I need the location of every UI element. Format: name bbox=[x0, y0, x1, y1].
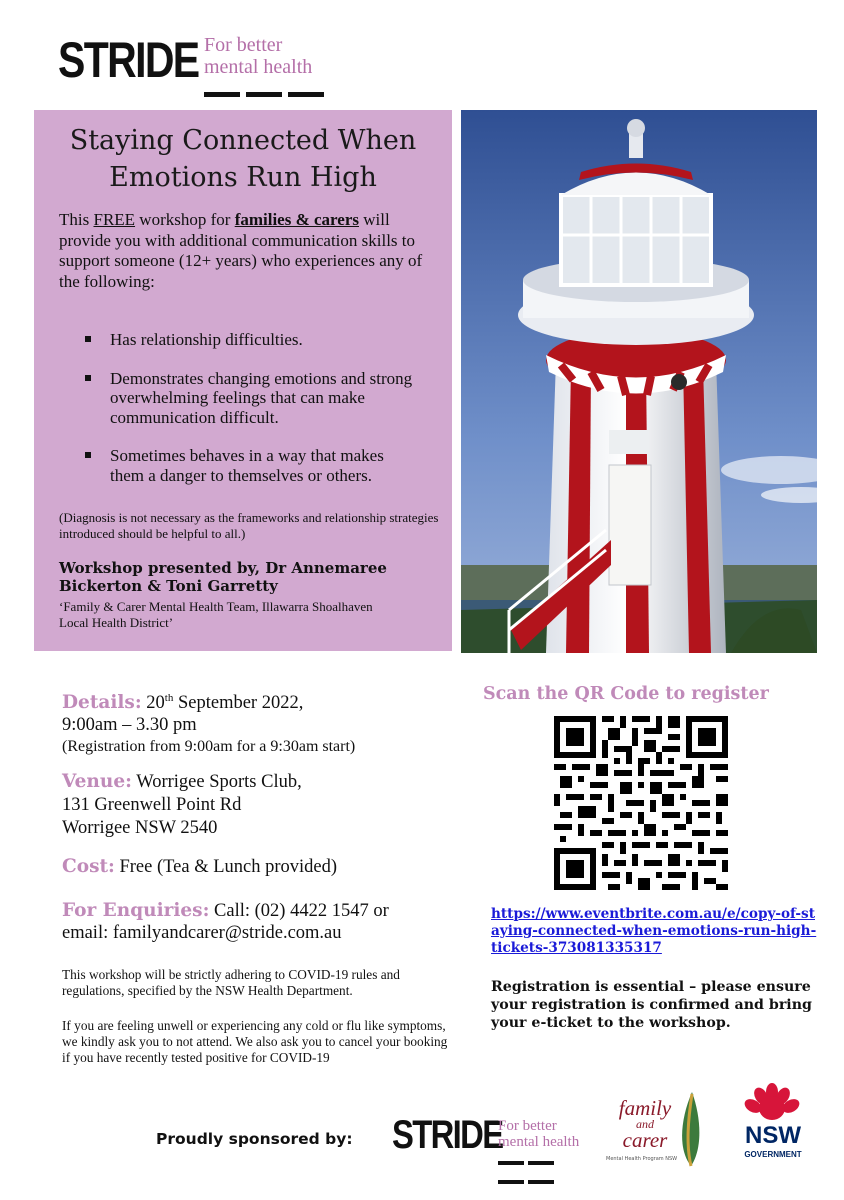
enquiries-label: For Enquiries: bbox=[62, 900, 210, 921]
cost-section: Cost: Free (Tea & Lunch provided) bbox=[62, 856, 338, 877]
fc-line2: and bbox=[636, 1117, 654, 1131]
details-label: Details: bbox=[62, 692, 142, 714]
families-emphasis: families & carers bbox=[234, 210, 359, 229]
qr-code[interactable] bbox=[554, 716, 728, 890]
tagline-line2: mental health bbox=[204, 56, 313, 78]
lighthouse-photo bbox=[461, 110, 817, 653]
covid-note: This workshop will be strictly adhering to COVID-19 rules and regulations, specified by the NSW Health Department. bbox=[62, 967, 400, 998]
stride-logo-tagline bbox=[204, 34, 312, 78]
leaf-icon bbox=[676, 1090, 706, 1168]
stride-logo bbox=[58, 28, 338, 92]
cost-label: Cost: bbox=[62, 856, 115, 877]
enquiries-section: For Enquiries: Call: (02) 4422 1547 or email: familyandcarer@stride.com.au bbox=[62, 900, 482, 944]
venue-label: Venue: bbox=[62, 771, 132, 792]
presenter-credit: Workshop presented by, Dr Annemaree Bickerton & Toni Garretty bbox=[59, 559, 387, 595]
info-panel bbox=[34, 110, 452, 651]
bullet-square-icon bbox=[85, 375, 91, 381]
registration-notice: Registration is essential – please ensure your registration is confirmed and bring your e-ticket to the workshop. bbox=[491, 979, 812, 1031]
venue-section: Venue: Worrigee Sports Club, 131 Greenwell Point Rd Worrigee NSW 2540 bbox=[62, 771, 302, 838]
team-credit: ‘Family & Carer Mental Health Team, Illawarra Shoalhaven Local Health District’ bbox=[59, 599, 373, 630]
family-and-carer-logo bbox=[598, 1090, 718, 1170]
bullet-square-icon bbox=[85, 336, 91, 342]
stride-logo-word: STRIDE bbox=[58, 32, 199, 88]
stride-logo-footer bbox=[392, 1110, 582, 1160]
sponsored-by-label: Proudly sponsored by: bbox=[156, 1130, 353, 1148]
bullet-square-icon bbox=[85, 452, 91, 458]
nsw-word: NSW bbox=[745, 1122, 801, 1149]
fc-small-text: Mental Health Program NSW bbox=[606, 1156, 678, 1162]
list-item: Sometimes behaves in a way that makes them a danger to themselves or others. bbox=[82, 446, 422, 485]
free-emphasis: FREE bbox=[93, 210, 136, 229]
nsw-government-logo bbox=[733, 1082, 813, 1166]
registration-time-note: (Registration from 9:00am for a 9:30am start) bbox=[62, 738, 356, 756]
nsw-gov-word: GOVERNMENT bbox=[744, 1150, 802, 1159]
details-section: Details: 20th September 2022, 9:00am – 3.30 pm (Registration from 9:00am for a 9:30am start) bbox=[62, 687, 462, 758]
scan-qr-heading: Scan the QR Code to register bbox=[483, 684, 769, 704]
details-time: 9:00am – 3.30 pm bbox=[62, 715, 197, 736]
fc-line1: family bbox=[618, 1096, 672, 1120]
fc-line3: carer bbox=[622, 1128, 668, 1152]
workshop-title bbox=[34, 122, 452, 196]
covid-unwell-note: If you are feeling unwell or experiencing any cold or flu like symptoms, we kindly ask you to not attend. We also ask you to cancel your booking if you have recently tested positive for COVID-19 bbox=[62, 1018, 448, 1065]
list-item: Demonstrates changing emotions and strong overwhelming feelings that can make communication difficult. bbox=[82, 369, 422, 428]
tagline-line1: For better bbox=[204, 34, 283, 56]
stride-footer-word: STRIDE bbox=[392, 1113, 503, 1157]
stride-logo-bars bbox=[204, 82, 338, 87]
diagnosis-note: (Diagnosis is not necessary as the frameworks and relationship strategies introduced should be helpful to all.) bbox=[59, 510, 439, 541]
title-line1: Staying Connected When bbox=[69, 125, 417, 156]
stride-footer-bars bbox=[498, 1150, 582, 1155]
enquiry-email[interactable]: email: familyandcarer@stride.com.au bbox=[62, 923, 342, 943]
waratah-icon bbox=[743, 1082, 801, 1124]
list-item: Has relationship difficulties. bbox=[82, 330, 422, 350]
symptom-list bbox=[82, 330, 422, 504]
eventbrite-link[interactable]: https://www.eventbrite.com.au/e/copy-of-staying-connected-when-emotions-run-high-tickets-373081335317 bbox=[491, 906, 817, 956]
stride-footer-tagline: For better mental health bbox=[498, 1118, 580, 1150]
title-line2: Emotions Run High bbox=[109, 162, 377, 193]
intro-text: This FREE workshop for families & carers will provide you with additional communication skills to support someone (12+ years) who experiences any of the following: bbox=[59, 210, 423, 291]
